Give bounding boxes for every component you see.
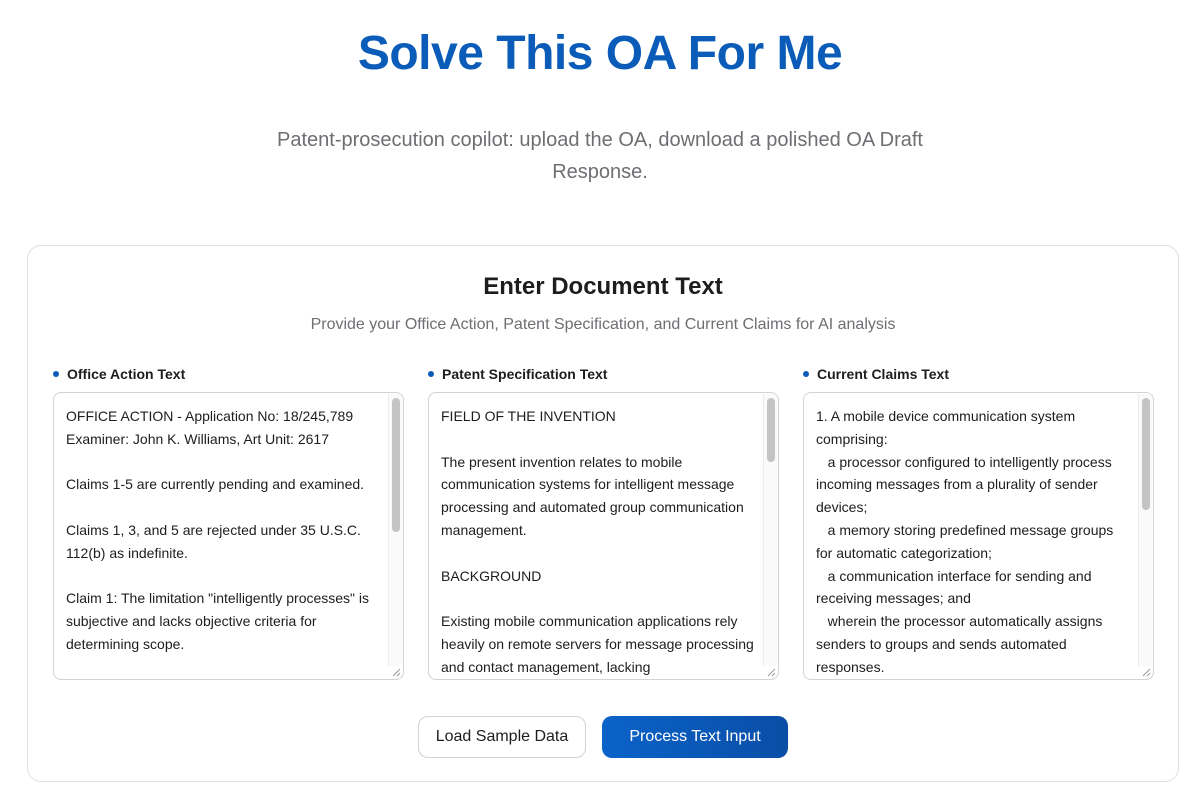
card-subtitle: Provide your Office Action, Patent Specification, and Current Claims for AI analysis: [310, 316, 896, 333]
office-action-scrollbar[interactable]: [388, 394, 402, 666]
specification-scroll-thumb[interactable]: [767, 398, 775, 462]
resize-grip-icon[interactable]: [1141, 667, 1151, 677]
load-sample-data-button[interactable]: Load Sample Data: [418, 716, 586, 758]
office-action-textarea-container: [53, 392, 404, 680]
card-title: Enter Document Text: [483, 273, 723, 300]
specification-textarea[interactable]: [429, 393, 778, 679]
bullet-dot-icon: [53, 371, 59, 377]
page-title: Solve This OA For Me: [357, 27, 843, 80]
claims-textarea-container: [803, 392, 1154, 680]
office-action-scroll-thumb[interactable]: [392, 398, 400, 532]
office-action-field: [53, 364, 404, 680]
bullet-dot-icon: [428, 371, 434, 377]
claims-field: [803, 364, 1154, 680]
claims-scroll-thumb[interactable]: [1142, 398, 1150, 510]
claims-scrollbar[interactable]: [1138, 394, 1152, 666]
process-text-input-button[interactable]: Process Text Input: [602, 716, 788, 758]
resize-grip-icon[interactable]: [766, 667, 776, 677]
bullet-dot-icon: [803, 371, 809, 377]
page-subtitle: Patent-prosecution copilot: upload the OA, download a polished OA Draft Response.: [277, 129, 923, 183]
claims-label-text: Current Claims Text: [817, 366, 949, 382]
claims-textarea[interactable]: [804, 393, 1153, 679]
text-input-card: [27, 245, 1179, 782]
specification-label: [428, 364, 779, 384]
specification-scrollbar[interactable]: [763, 394, 777, 666]
specification-label-text: Patent Specification Text: [442, 366, 608, 382]
resize-grip-icon[interactable]: [391, 667, 401, 677]
office-action-label: [53, 364, 404, 384]
specification-textarea-container: [428, 392, 779, 680]
office-action-label-text: Office Action Text: [67, 366, 186, 382]
specification-field: [428, 364, 779, 680]
claims-label: [803, 364, 1154, 384]
office-action-textarea[interactable]: [54, 393, 403, 679]
